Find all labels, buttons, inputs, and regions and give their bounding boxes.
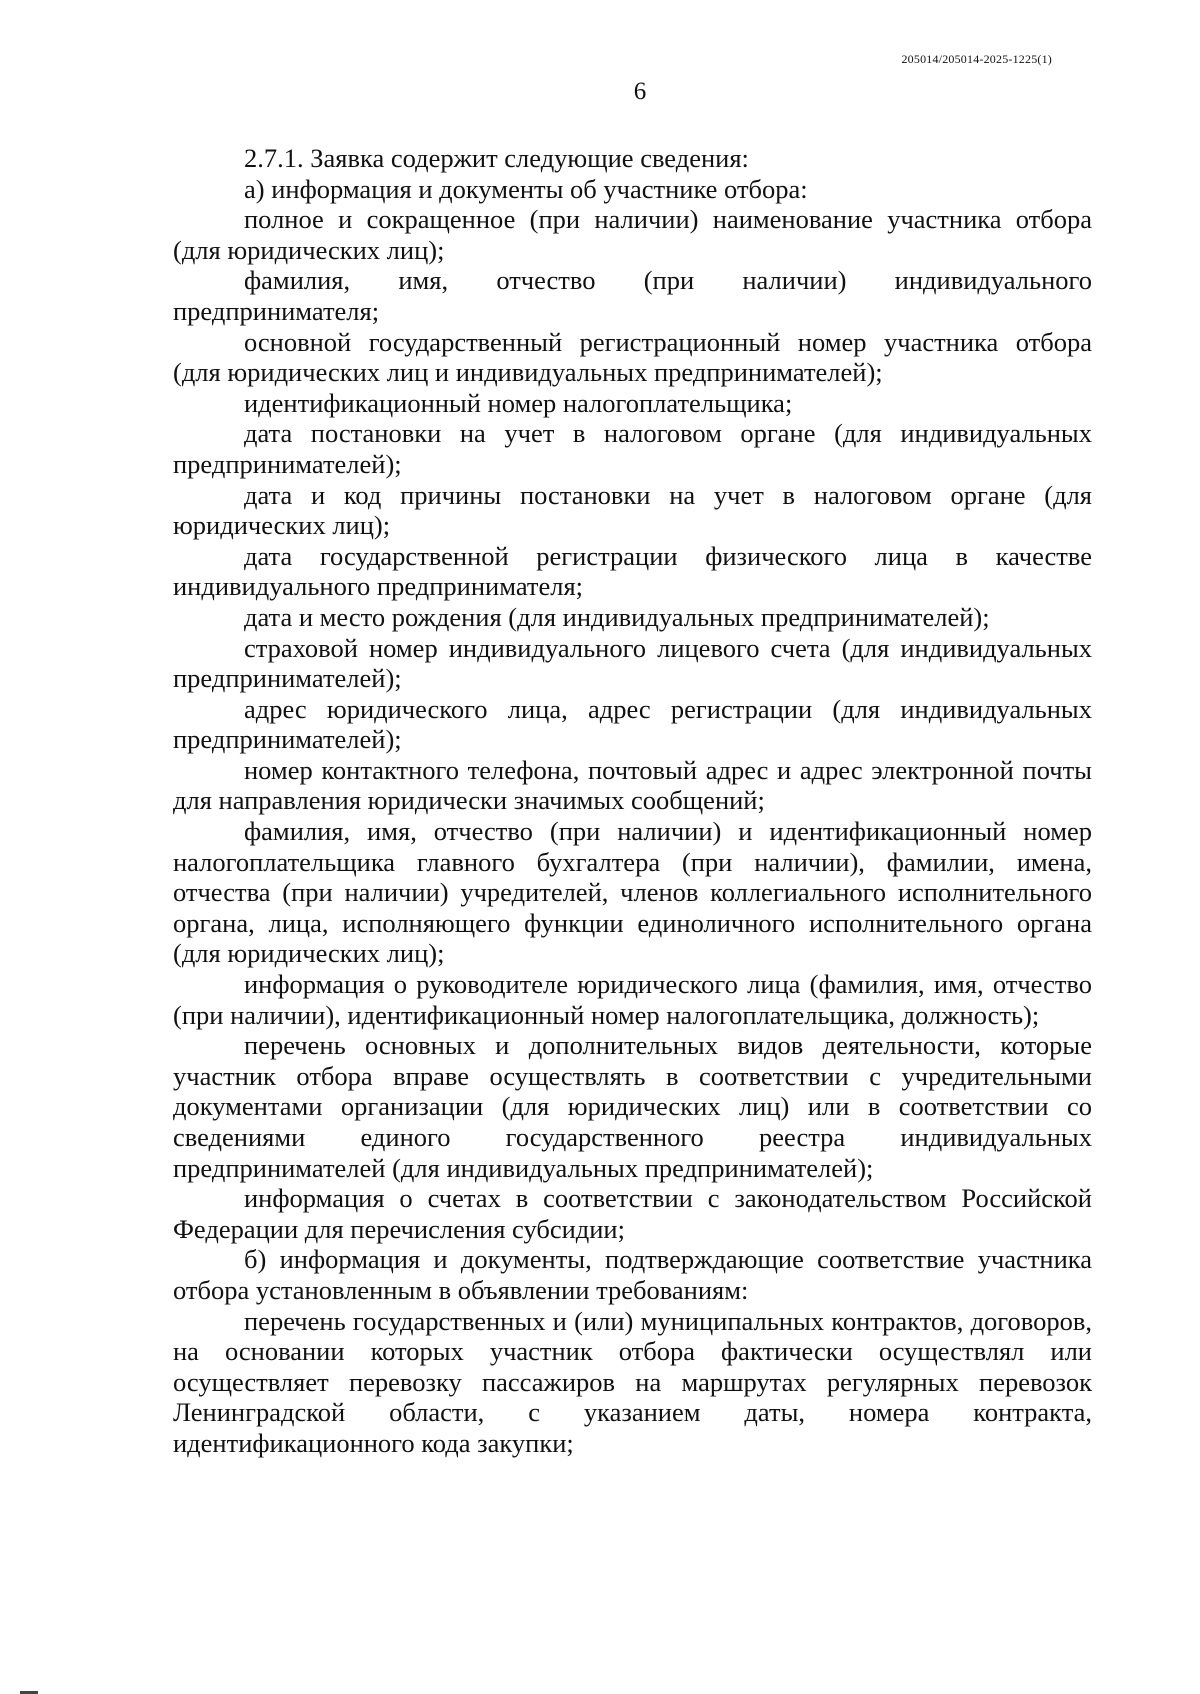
paragraph: информация о руководителе юридического лица (фамилия, имя, отчество (при наличии), идентификационный номер налогоплательщика, должность); (173, 969, 1092, 1030)
page-number: 6 (633, 78, 647, 105)
paragraph: информация о счетах в соответствии с законодательством Российской Федерации для перечисления субсидии; (173, 1183, 1092, 1244)
paragraph: 2.7.1. Заявка содержит следующие сведения: (244, 143, 749, 173)
document-id: 205014/205014-2025-1225(1) (901, 52, 1052, 66)
paragraph: страховой номер индивидуального лицевого счета (для индивидуальных предпринимателей); (173, 632, 1092, 694)
paragraph: а) информация и документы об участнике отбора: (244, 173, 808, 204)
paragraph: адрес юридического лица, адрес регистрации (для индивидуальных предпринимателей); (173, 693, 1092, 755)
paragraph: перечень основных и дополнительных видов деятельности, которые участник отбора вправе осуществлять в соответствии с учредительными документами организации (для юридических лиц) или в соответствии со сведениями единого государственного реестра индивидуальных предпринимателей (для индивидуальных предпринимателей); (173, 1030, 1092, 1183)
paragraph: дата и код причины постановки на учет в налоговом органе (для юридических лиц); (173, 479, 1092, 541)
document-body (173, 143, 1092, 1459)
paragraph: номер контактного телефона, почтовый адрес и адрес электронной почты для направления юридически значимых сообщений; (173, 754, 1092, 816)
paragraph: фамилия, имя, отчество (при наличии) и идентификационный номер налогоплательщика главного бухгалтера (при наличии), фамилии, имена, отчества (при наличии) учредителей, членов коллегиального исполнительного органа, лица, исполняющего функции единоличного исполнительного органа (для юридических лиц); (173, 816, 1092, 969)
paragraph: идентификационный номер налогоплательщика; (244, 387, 793, 418)
paragraph: б) информация и документы, подтверждающие соответствие участника отбора установленным в объявлении требованиям: (173, 1244, 1092, 1305)
paragraph: дата постановки на учет в налоговом органе (для индивидуальных предпринимателей); (173, 418, 1092, 479)
paragraph: дата и место рождения (для индивидуальных предпринимателей); (244, 601, 990, 632)
paragraph: полное и сокращенное (при наличии) наименование участника отбора (для юридических лиц); (173, 204, 1092, 265)
paragraph: дата государственной регистрации физического лица в качестве индивидуального предпринимателя; (173, 540, 1092, 602)
paragraph: фамилия, имя, отчество (при наличии) индивидуального предпринимателя; (173, 265, 1092, 326)
paragraph: перечень государственных и (или) муниципальных контрактов, договоров, на основании которых участник отбора фактически осуществлял или осуществляет перевозку пассажиров на маршрутах регулярных перевозок Ленинградской области, с указанием даты, номера контракта, идентификационного кода закупки; (173, 1305, 1092, 1458)
paragraph: основной государственный регистрационный номер участника отбора (для юридических лиц и индивидуальных предпринимателей); (173, 326, 1092, 388)
